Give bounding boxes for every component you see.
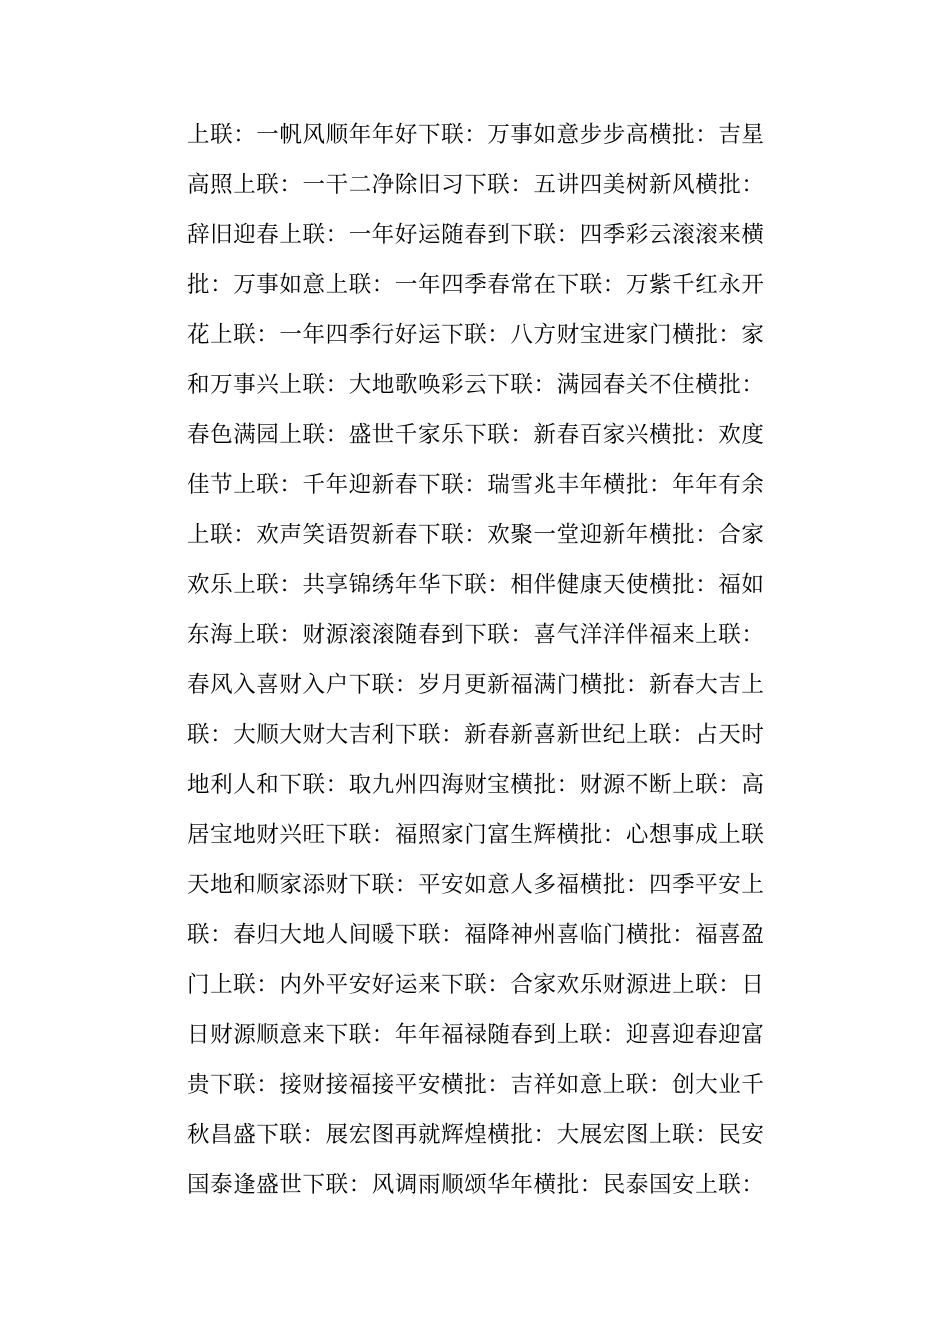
text-line: 佳节上联：千年迎新春下联：瑞雪兆丰年横批：年年有余 bbox=[187, 472, 765, 498]
text-line: 东海上联：财源滚滚随春到下联：喜气洋洋伴福来上联： bbox=[187, 622, 765, 648]
text-line: 秋昌盛下联：展宏图再就辉煌横批：大展宏图上联：民安 bbox=[187, 1122, 765, 1148]
text-line: 地利人和下联：取九州四海财宝横批：财源不断上联：高 bbox=[187, 772, 765, 798]
text-line: 春色满园上联：盛世千家乐下联：新春百家兴横批：欢度 bbox=[187, 422, 765, 448]
text-line: 贵下联：接财接福接平安横批：吉祥如意上联：创大业千 bbox=[187, 1072, 765, 1098]
text-line: 联：春归大地人间暖下联：福降神州喜临门横批：福喜盈 bbox=[187, 922, 765, 948]
text-line: 日财源顺意来下联：年年福禄随春到上联：迎喜迎春迎富 bbox=[187, 1022, 765, 1048]
text-line: 门上联：内外平安好运来下联：合家欢乐财源进上联：日 bbox=[187, 972, 765, 998]
text-line: 春风入喜财入户下联：岁月更新福满门横批：新春大吉上 bbox=[187, 672, 765, 698]
text-line: 辞旧迎春上联：一年好运随春到下联：四季彩云滚滚来横 bbox=[187, 222, 765, 248]
couplet-text-block bbox=[187, 110, 827, 1210]
text-line: 和万事兴上联：大地歌唤彩云下联：满园春关不住横批： bbox=[187, 372, 765, 398]
text-line: 国泰逢盛世下联：风调雨顺颂华年横批：民泰国安上联： bbox=[187, 1172, 765, 1198]
text-line: 上联：一帆风顺年年好下联：万事如意步步高横批：吉星 bbox=[187, 122, 765, 148]
text-line: 欢乐上联：共享锦绣年华下联：相伴健康天使横批：福如 bbox=[187, 572, 765, 598]
text-line: 联：大顺大财大吉利下联：新春新喜新世纪上联：占天时 bbox=[187, 722, 765, 748]
text-line: 天地和顺家添财下联：平安如意人多福横批：四季平安上 bbox=[187, 872, 765, 898]
text-line: 花上联：一年四季行好运下联：八方财宝进家门横批：家 bbox=[187, 322, 765, 348]
text-line: 居宝地财兴旺下联：福照家门富生辉横批：心想事成上联 bbox=[187, 822, 765, 848]
text-line: 批：万事如意上联：一年四季春常在下联：万紫千红永开 bbox=[187, 272, 765, 298]
text-line: 上联：欢声笑语贺新春下联：欢聚一堂迎新年横批：合家 bbox=[187, 522, 765, 548]
text-line: 高照上联：一干二净除旧习下联：五讲四美树新风横批： bbox=[187, 172, 765, 198]
